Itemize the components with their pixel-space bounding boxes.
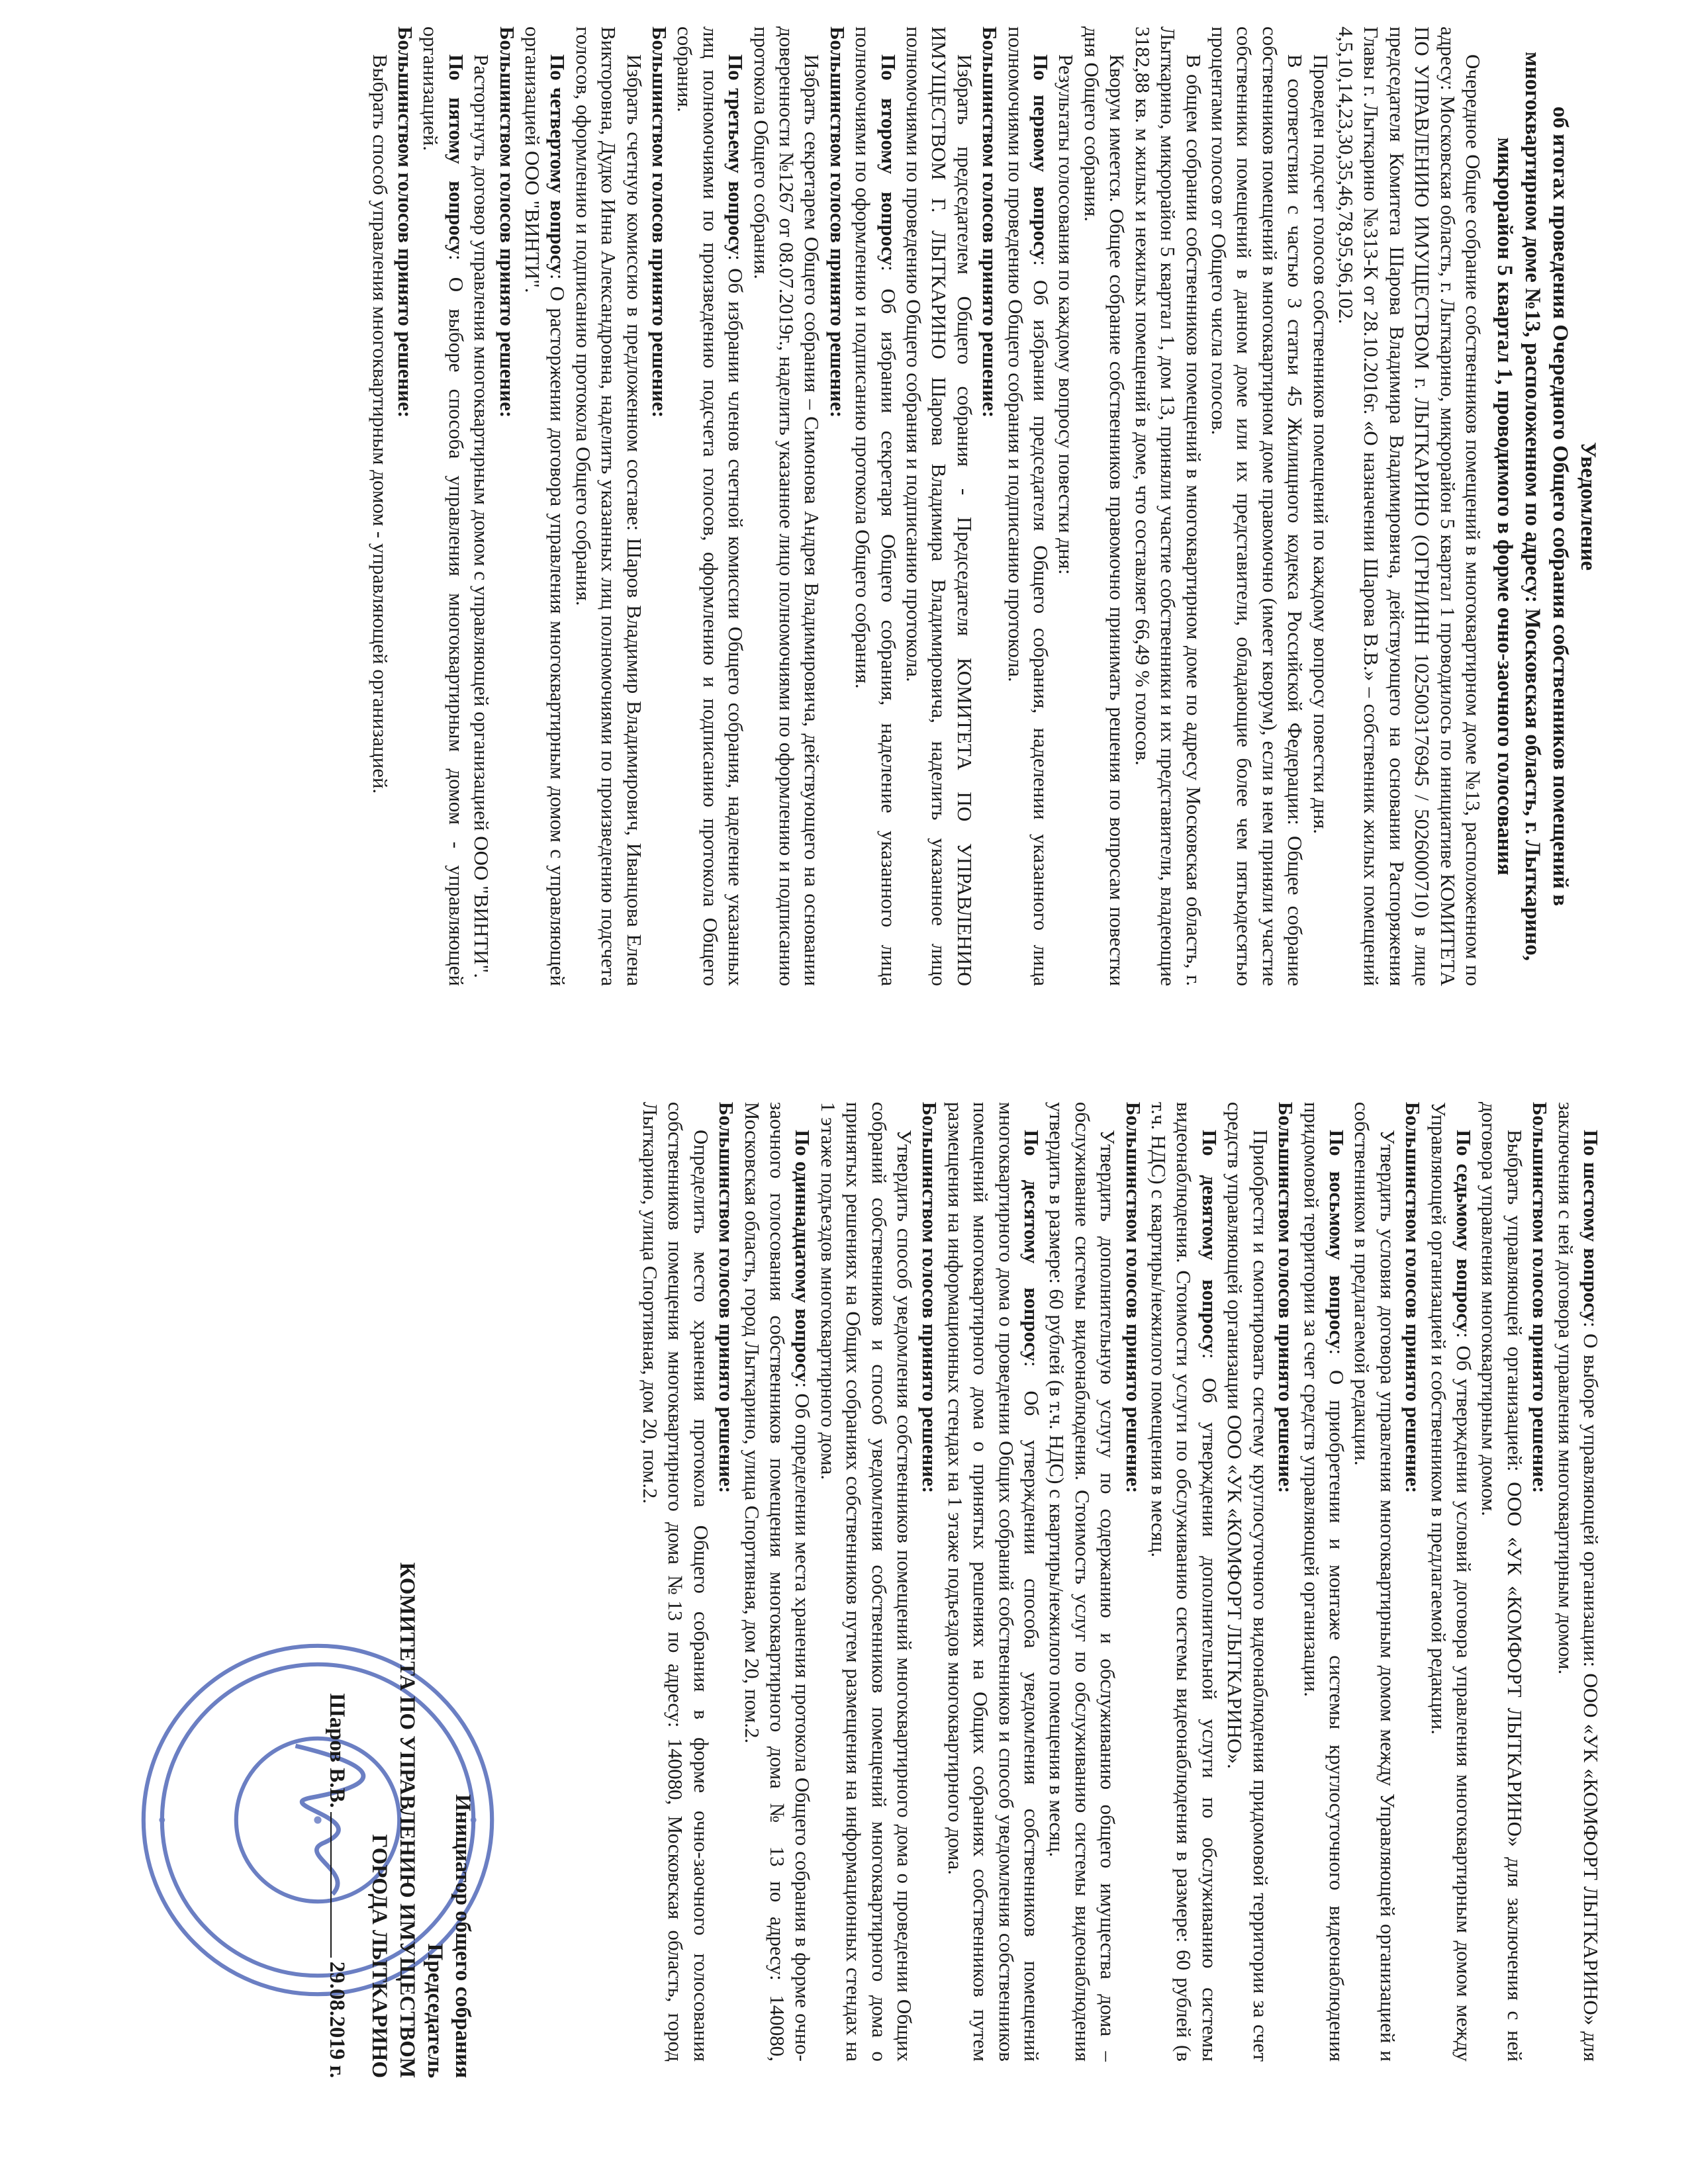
- right-column: [637, 1102, 1603, 2062]
- decision-10: Утвердить способ уведомления собственников помещений многоквартирного дома о проведении Общих собраний собственников и способ уведомления собственников помещений многоквартирного дома о принятых решениях на Общих собраниях собственников путем размещения на информационных стендах на 1 этаже подъездов многоквартирного дома.: [816, 1102, 917, 2062]
- decision-8: Приобрести и смонтировать систему круглосуточного видеонаблюдения придомовой территории за счет средств управляющей организации ООО «УК «КОМФОРТ ЛЫТКАРИНО».: [1223, 1102, 1272, 2062]
- decision-label: Большинством голосов принято решение:: [393, 26, 417, 418]
- question-2: По второму вопросу: Об избрании секретаря Общего собрания, наделение указанного лица полномочиями по оформлению и подписанию протокола Общего собрания.: [851, 26, 900, 986]
- signer-name: Шаров В.В.: [325, 1693, 349, 1808]
- decision-1: Избрать председателем Общего собрания - Председателя КОМИТЕТА ПО УПРАВЛЕНИЮ ИМУЩЕСТВОМ Г. ЛЫТКАРИНО Шарова Владимира Владимировича, наделить указанное лицо полномочиями по проведению Общего собрания и подписанию протокола.: [902, 26, 976, 986]
- question-9: По девятому вопросу: Об утверждении дополнительной услуги по обслуживанию системы видеонаблюдения. Стоимости услуги по обслуживанию системы видеонаблюдения в размере: 60 рублей (в т.ч. НДС) с квартиры/нежилого помещения в месяц.: [1147, 1102, 1221, 2062]
- decision-5: Выбрать способ управления многоквартирным домом - управляющей организацией.: [368, 54, 392, 794]
- decision-6: Выбрать управляющей организацией: ООО «УК «КОМФОРТ ЛЫТКАРИНО» для заключения с ней договора управления многоквартирным домом.: [1477, 1102, 1526, 2062]
- decision-2: Избрать секретарем Общего собрания – Симонова Андрея Владимировича, действующего на основании доверенности №1267 от 08.07.2019г., наделить указанное лицо полномочиями по оформлению и подписанию протокола Общего собрания.: [749, 26, 824, 986]
- results-heading: Результаты голосования по каждому вопросу повестки дня:: [1055, 54, 1078, 575]
- initiator-label: Инициатор общего собрания: [451, 1794, 475, 2078]
- document-title: [1491, 26, 1602, 986]
- decision-label: Большинством голосов принято решение:: [825, 26, 849, 418]
- decision-label: Большинством голосов принято решение:: [1528, 1102, 1552, 1494]
- decision-label: Большинством голосов принято решение:: [918, 1102, 942, 1494]
- city-name: ГОРОДА ЛЫТКАРИНО: [367, 1834, 391, 2078]
- question-8: По восьмому вопросу: О приобретении и монтаже системы круглосуточного видеонаблюдения придомовой территории за счет средств управляющей организации.: [1299, 1102, 1348, 2062]
- decision-label: Большинством голосов принято решение:: [715, 1102, 739, 1494]
- decision-9: Утвердить дополнительную услугу по содержанию и обслуживанию общего имущества дома – обслуживание системы видеонаблюдения. Стоимость услуг по обслуживанию системы видеонаблюдения утвердить в размере: 60 рублей (в т.ч. НДС) с квартиры/нежилого помещения в месяц.: [1045, 1102, 1120, 2062]
- question-10: По десятому вопросу: Об утверждении способа уведомления собственников помещений многоквартирного дома о проведении Общих собраний собственников и способ уведомления собственников помещений многоквартирного дома о принятых решениях на Общих собраниях собственников путем размещения на информационных стендах на 1 этаже подъездов многоквартирного дома.: [943, 1102, 1044, 2062]
- question-6: По шестому вопросу: О выборе управляющей организации: ООО «УК «КОМФОРТ ЛЫТКАРИНО» для заключения с ней договора управления многоквартирным домом.: [1554, 1102, 1603, 2062]
- law-paragraph: В соответствии с частью 3 статьи 45 Жилищного кодекса Российской Федерации: Общее собрание собственников помещений в многоквартирном доме правомочно (имеет кворум), если в нем приняли участие собственники помещений в данном доме или их представители, обладающие более чем пятьюдесятью процентами голосов от Общего числа голосов.: [1207, 26, 1307, 986]
- question-4: По четвертому вопросу: О расторжении договора управления многоквартирным домом с управляющей организацией ООО "ВИНТИ".: [520, 26, 570, 986]
- question-5: По пятому вопросу: О выборе способа управления многоквартирным домом - управляющей организацией.: [419, 26, 468, 986]
- decision-label: Большинством голосов принято решение:: [1401, 1102, 1425, 1494]
- signature-block: [323, 1562, 477, 2078]
- decision-7: Утвердить условия договора управления многоквартирным домом между Управляющей организацией и собственником в предлагаемой редакции.: [1350, 1102, 1399, 2062]
- decision-4: Расторгнуть договор управления многоквартирным домом с управляющей организацией ООО "ВИНТИ".: [470, 54, 494, 978]
- participation-paragraph: В общем собрании собственников помещений в многоквартирном доме по адресу Московская область, г. Лыткарино, микрорайон 5 квартал 1, дом 13, приняли участие собственники и их представители, владеющие 3182,88 кв. м жилых и нежилых помещений в доме, что составляет 66,49 % голосов.: [1131, 26, 1205, 986]
- signature-underline: [330, 1812, 332, 1958]
- committee-name: КОМИТЕТА ПО УПРАВЛЕНИЮ ИМУЩЕСТВОМ: [395, 1562, 419, 2078]
- question-3: По третьему вопросу: Об избрании членов счетной комиссии Общего собрания, наделение указанных лиц полномочиями по произведению подсчета голосов, оформлению и подписанию протокола Общего собрания.: [673, 26, 748, 986]
- question-7: По седьмому вопросу: Об утверждении условий договора управления многоквартирным домом между Управляющей организацией и собственником в предлагаемой редакции.: [1427, 1102, 1476, 2062]
- decision-label: Большинством голосов принято решение:: [495, 26, 519, 418]
- signature-date: 29.08.2019 г.: [325, 1961, 349, 2078]
- decision-label: Большинством голосов принято решение:: [1121, 1102, 1145, 1494]
- decision-11: Определить место хранения протокола Общего собрания в форме очно-заочного голосования собственников помещения многоквартирного дома №13 по адресу: 140080, Московская область, город Лыткарино, улица Спортивная, дом 20, пом.2.: [638, 1102, 713, 2062]
- signature-line: [323, 1562, 351, 2078]
- left-column: [367, 26, 1602, 986]
- decision-3: Избрать счетную комиссию в предложенном составе: Шаров Владимир Владимирович, Иванцова Елена Викторовна, Дудко Инна Александровна, наделить указанных лиц полномочиями по произведению подсчета голосов, оформлению и подписанию протокола Общего собрания.: [571, 26, 646, 986]
- question-1: По первому вопросу: Об избрании председателя Общего собрания, наделении указанного лица полномочиями по проведению Общего собрания и подписанию протокола.: [1004, 26, 1053, 987]
- count-paragraph: Проведен подсчет голосов собственников помещений по каждому вопросу повестки дня.: [1309, 54, 1333, 835]
- decision-label: Большинством голосов принято решение:: [648, 26, 671, 418]
- decision-label: Большинством голосов принято решение:: [978, 26, 1002, 418]
- chairman-label: Председатель: [423, 1943, 447, 2078]
- decision-label: Большинством голосов принято решение:: [1274, 1102, 1298, 1494]
- quorum-paragraph: Кворум имеется. Общее собрание собственников правомочно принимать решения по вопросам повестки дня Общего собрания.: [1080, 26, 1129, 986]
- title-line-2: об итогах проведения Очередного Общего собрания собственников помещений в многоквартирном доме №13, расположенном по адресу: Московская область, г. Лыткарино, микрорайон 5 квартал 1, проводимого в форме очно-заочного голосования: [1493, 52, 1572, 961]
- title-line-1: Уведомление: [1576, 441, 1600, 571]
- intro-paragraph: Очередное Общее собрание собственников помещений в многоквартирном доме №13, расположенном по адресу: Московская область, г. Лыткарино, микрорайон 5 квартал 1 проводилось по инициативе КОМИТЕТА ПО УПРАВЛЕНИЮ ИМУЩЕСТВОМ г. ЛЫТКАРИНО (ОГРН/ИНН 1025003176945 / 5026000710) в лице председателя Комитета Шарова Владимира Владимировича, действующего на основании Распоряжения Главы г. Лыткарино №313-К от 28.10.2016г. «О назначении Шарова В.В.» – собственник жилых помещений 4,5,10,14,23,30,35,46,78,95,96,102.: [1334, 26, 1485, 986]
- question-11: По одиннадцатому вопросу: Об определении места хранения протокола Общего собрания в форме очно-заочного голосования собственников помещения многоквартирного дома № 13 по адресу: 140080, Московская область, город Лыткарино, улица Спортивная, дом 20, пом.2.: [740, 1102, 815, 2062]
